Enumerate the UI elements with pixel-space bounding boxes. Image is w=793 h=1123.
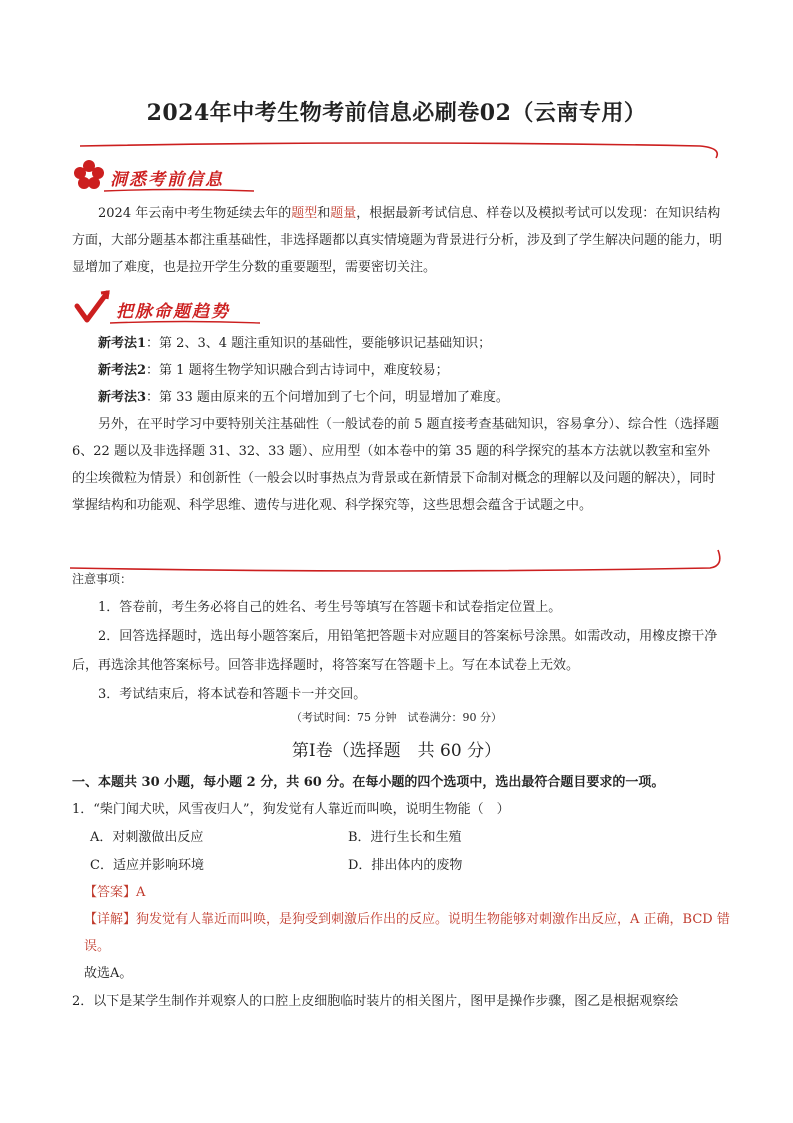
part1-instruction: 一、本题共 30 小题，每小题 2 分，共 60 分。在每小题的四个选项中，选出最符合题目要求的一项。 [72, 775, 665, 790]
q1-option-a: A．对刺激做出反应 [90, 830, 204, 845]
note-item: 3．考试结束后，将本试卷和答题卡一并交回。 [98, 687, 367, 702]
notes-heading: 注意事项： [72, 572, 133, 586]
flower-icon [72, 158, 106, 192]
info-section-heading: 洞悉考前信息 [110, 170, 224, 190]
q1-detail: 【详解】狗发觉有人靠近而叫唤，是狗受到刺激后作出的反应。说明生物能够对刺激作出反应，A 正确，BCD 错误。 [84, 912, 730, 954]
info-paragraph: 2024 年云南中考生物延续去年的题型和题量，根据最新考试信息、样卷以及模拟考试可以发现：在知识结构方面，大部分题基本都注重基础性，非选择题都以真实情境题为背景进行分析，涉及到了学生解决问题的能力，明显增加了难度，也是拉开学生分数的重要题型，需要密切关注。 [72, 206, 723, 275]
q1-stem: 1．“柴门闻犬吠，风雪夜归人”，狗发觉有人靠近而叫唤，说明生物能（ ） [72, 802, 510, 817]
notes-list [72, 593, 722, 709]
heading-underline [104, 188, 254, 194]
check-arrow-icon [74, 290, 110, 324]
note-item: 1．答卷前，考生务必将自己的姓名、考生号等填写在答题卡和试卷指定位置上。 [98, 600, 562, 615]
q1-option-c: C．适应并影响环境 [90, 858, 204, 873]
trend-section-heading: 把脉命题趋势 [116, 302, 230, 322]
trend-item: 新考法2：第 1 题将生物学知识融合到古诗词中，难度较易； [98, 363, 449, 378]
trend-extra: 另外，在平时学习中要特别关注基础性（一般试卷的前 5 题直接考查基础知识，容易拿分）、综合性（选择题 6、22 题以及非选择题 31、32、33 题）、应用型（如本卷中的第 35 题的科学探究的基本方法就以教室和室外的尘埃微粒为情景）和创新性（一般会以时事热点为背景或在新情景下命制对概念的理解以及问题的解决），同时掌握结构和功能观、科学思维、遗传与进化观、科学探究等，这些思想会蕴含于试题之中。 [72, 417, 720, 513]
trend-item: 新考法3：第 33 题由原来的五个问增加到了七个问，明显增加了难度。 [98, 390, 509, 405]
trend-list [72, 330, 722, 519]
q1-option-d: D．排出体内的废物 [348, 858, 463, 873]
q1-option-b: B．进行生长和生殖 [348, 830, 462, 845]
part1-title: 第Ⅰ卷（选择题 共 60 分） [291, 741, 502, 761]
q1-conclusion: 故选A。 [84, 966, 133, 981]
q2-stem: 2．以下是某学生制作并观察人的口腔上皮细胞临时装片的相关图片，图甲是操作步骤，图乙是根据观察绘 [72, 994, 679, 1009]
exam-info: （考试时间：75 分钟 试卷满分：90 分） [291, 711, 502, 724]
q1-answer: 【答案】A [84, 885, 146, 900]
document-title: 2024年中考生物考前信息必刷卷02（云南专用） [146, 100, 647, 126]
heading-underline [110, 320, 260, 326]
trend-item: 新考法1：第 2、3、4 题注重知识的基础性，要能够识记基础知识； [98, 336, 492, 351]
note-item: 2．回答选择题时，选出每小题答案后，用铅笔把答题卡对应题目的答案标号涂黑。如需改动，用橡皮擦干净后，再选涂其他答案标号。回答非选择题时，将答案写在答题卡上。写在本试卷上无效。 [72, 629, 718, 673]
